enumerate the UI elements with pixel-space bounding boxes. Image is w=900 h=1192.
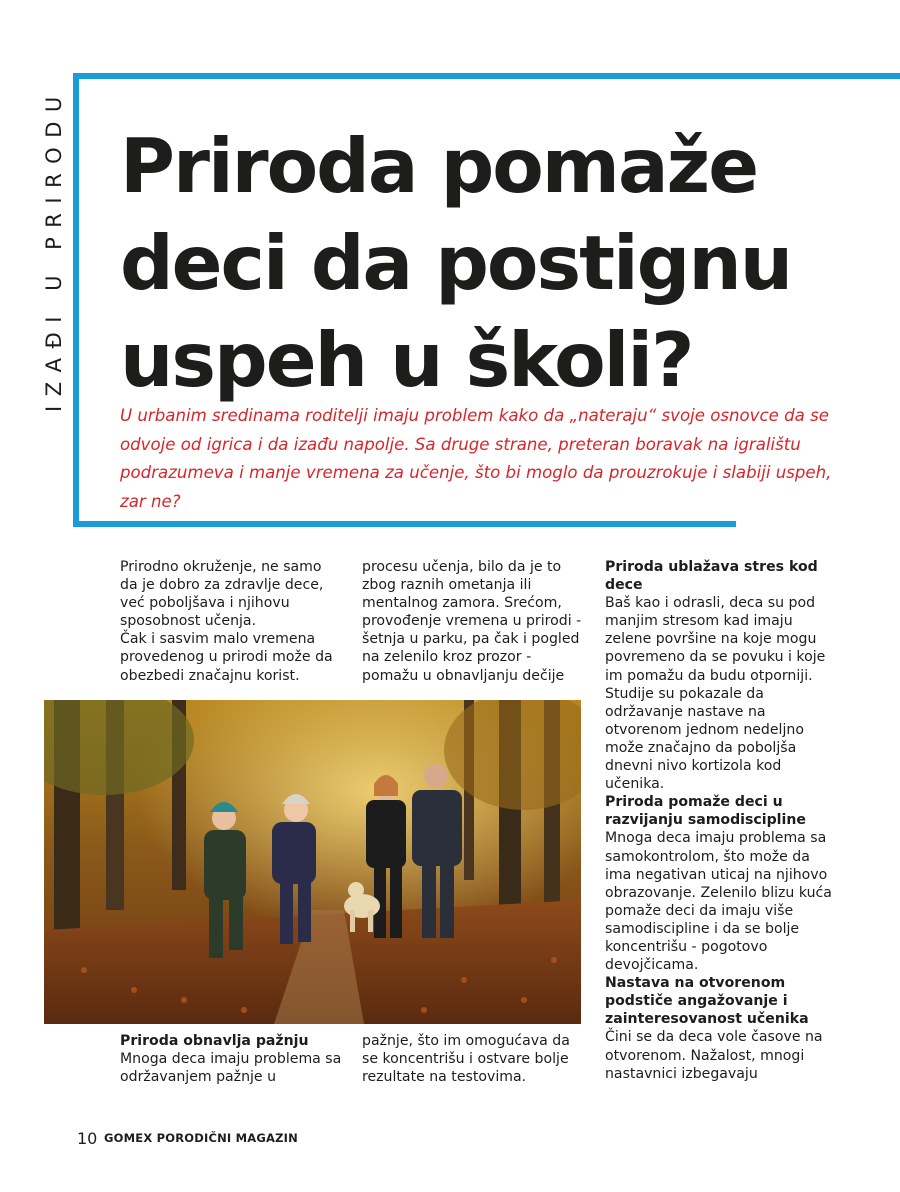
paragraph: pažnje, što im omogućava da se koncentrišu i ostvare bolje rezultate na testovima.: [362, 1033, 570, 1086]
article-lead: U urbanim sredinama roditelji imaju problem kako da „nateraju“ svoje osnovce da se odvoje od igrica i da izađu napolje. Sa druge strane, preteran boravak na igralištu podrazumeva i manje vremena za učenje, što bi moglo da prouzrokuje i slabiji uspeh, zar ne?: [120, 406, 832, 511]
paragraph: Mnoga deca imaju problema sa samokontrolom, što može da ima negativan uticaj na njihovo obrazovanje. Zelenilo blizu kuća pomaže deci da imaju više samodiscipline i da se bolje koncentrišu - pogotovo devojčicama.: [605, 830, 832, 974]
column-1-top: [120, 558, 342, 685]
frame-top-rule: [73, 73, 900, 79]
column-2-top: [362, 558, 587, 685]
paragraph: Baš kao i odrasli, deca su pod manjim stresom kad imaju zelene površine na koje mogu povremeno da se povuku i koje im pomažu da budu otporniji. Studije su pokazale da održavanje nastave na otvorenom jednom nedeljno može značajno da poboljša dnevni nivo kortizola kod učenika.: [605, 595, 826, 793]
paragraph: Čini se da deca vole časove na otvorenom. Nažalost, mnogi nastavnici izbegavaju: [605, 1029, 823, 1082]
subheading: Priroda obnavlja pažnju: [120, 1033, 309, 1049]
frame-left-rule: [73, 73, 79, 527]
column-2-bottom: [362, 1032, 587, 1086]
subheading: Nastava na otvorenom podstiče angažovanje i zainteresovanost učenika: [605, 975, 809, 1028]
magazine-name: GOMEX PORODIČNI MAGAZIN: [104, 1131, 298, 1145]
paragraph: procesu učenja, bilo da je to zbog raznih ometanja ili mentalnog zamora. Srećom, provođenje vremena u prirodi - šetnja u parku, pa čak i pogled na zelenilo kroz prozor - pomažu u obnavljanju dečije: [362, 559, 582, 684]
subheading: Priroda pomaže deci u razvijanju samodiscipline: [605, 794, 806, 829]
paragraph: Prirodno okruženje, ne samo da je dobro za zdravlje dece, već poboljšava i njihovu sposobnost učenja.: [120, 559, 324, 630]
article-title: Priroda pomaže deci da postignu uspeh u školi?: [120, 122, 792, 404]
family-walk-photo: [44, 700, 581, 1024]
column-1-bottom: [120, 1032, 342, 1086]
subheading: Priroda ublažava stres kod dece: [605, 559, 818, 594]
page-number: 10: [77, 1129, 98, 1148]
paragraph: Mnoga deca imaju problema sa održavanjem pažnje u: [120, 1051, 342, 1086]
column-3: [605, 558, 832, 1083]
frame-bottom-rule: [73, 521, 736, 527]
paragraph: Čak i sasvim malo vremena provedenog u prirodi može da obezbedi značajnu korist.: [120, 631, 333, 684]
section-label: IZAĐI U PRIRODU: [42, 87, 66, 412]
